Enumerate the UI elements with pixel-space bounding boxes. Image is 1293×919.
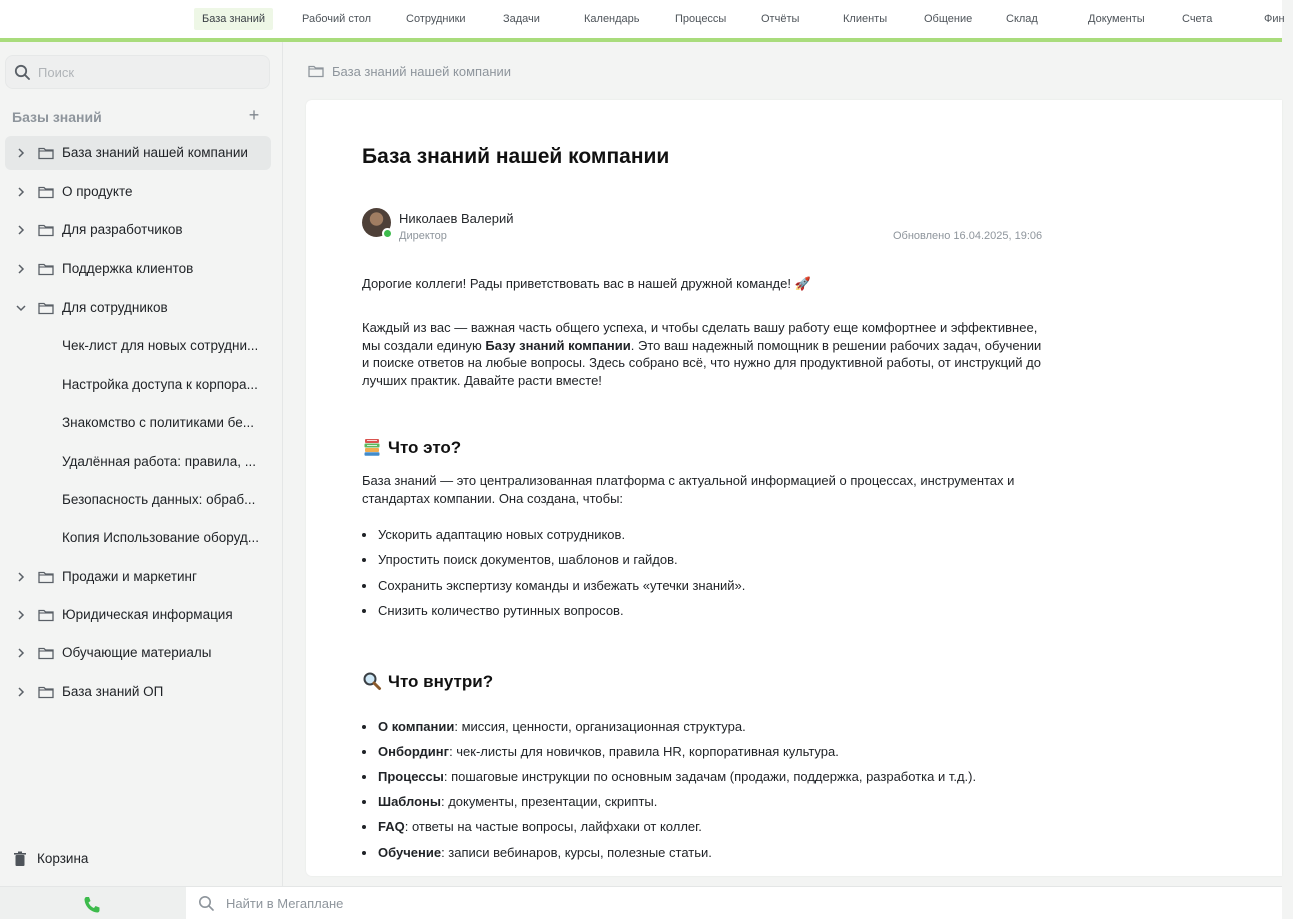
list-item-text: : чек-листы для новичков, правила HR, корпоративная культура. <box>449 744 839 759</box>
tree-item-label: Продажи и маркетинг <box>62 569 197 584</box>
avatar[interactable] <box>362 208 391 237</box>
breadcrumb-label: База знаний нашей компании <box>332 64 512 79</box>
list-item-text: : миссия, ценности, организационная структура. <box>454 719 746 734</box>
sidebar-search-input[interactable] <box>38 61 258 83</box>
list-item-bold: О компании <box>378 719 455 734</box>
folder-icon <box>38 646 54 660</box>
phone-button[interactable] <box>0 887 186 919</box>
list-item-text: Упростить поиск документов, шаблонов и гайдов. <box>378 552 678 567</box>
folder-icon <box>38 301 54 315</box>
tree-item-sales-marketing[interactable] <box>5 560 271 594</box>
list-item-bold: Обучение <box>378 845 442 860</box>
chevron-right-icon[interactable] <box>15 686 27 698</box>
section-heading-what-is <box>362 437 461 458</box>
tree-item-page[interactable] <box>5 445 271 479</box>
folder-icon <box>38 608 54 622</box>
bottom-bar <box>0 886 1282 918</box>
folder-icon <box>38 223 54 237</box>
tree-item-label: База знаний ОП <box>62 684 164 699</box>
author-name[interactable]: Николаев Валерий <box>399 211 514 226</box>
list-item-bold: Процессы <box>378 769 444 784</box>
global-search[interactable] <box>186 887 1282 919</box>
tree-item-page[interactable] <box>5 483 271 517</box>
search-icon <box>198 895 215 912</box>
online-status-dot <box>382 228 393 239</box>
tab-invoices[interactable]: Счета <box>1182 13 1213 25</box>
tree-item-label: Знакомство с политиками бе... <box>62 415 254 430</box>
tab-reports[interactable]: Отчёты <box>761 13 800 25</box>
folder-icon <box>38 146 54 160</box>
greeting-paragraph: Дорогие коллеги! Рады приветствовать вас в нашей дружной команде! 🚀 <box>362 276 811 291</box>
tree-item-label: Для разработчиков <box>62 222 183 237</box>
tree-item-label: Настройка доступа к корпора... <box>62 377 258 392</box>
tree-item-developers[interactable] <box>5 213 271 247</box>
tab-calendar[interactable]: Календарь <box>584 13 640 25</box>
tree-item-training[interactable] <box>5 636 271 670</box>
section-heading-inside <box>362 671 493 692</box>
tree-item-label: Безопасность данных: обраб... <box>62 492 256 507</box>
chevron-down-icon[interactable] <box>15 302 27 314</box>
top-navigation <box>0 0 1285 40</box>
trash-label: Корзина <box>37 851 89 866</box>
intro-text: Каждый из вас — важная часть общего успеха, и чтобы сделать вашу работу еще комфортнее и эффективнее, мы создали единую <box>362 320 1038 353</box>
list-item-text: : документы, презентации, скрипты. <box>440 794 658 809</box>
tree-item-legal[interactable] <box>5 598 271 632</box>
tree-item-label: База знаний нашей компании <box>62 145 248 160</box>
chevron-right-icon[interactable] <box>15 609 27 621</box>
list-item-text: : пошаговые инструкции по основным задачам (продажи, поддержка, разработка и т.д.). <box>443 769 977 784</box>
tab-desktop[interactable]: Рабочий стол <box>302 13 372 25</box>
tree-item-page[interactable] <box>5 521 271 555</box>
chevron-right-icon[interactable] <box>15 224 27 236</box>
tree-item-page[interactable] <box>5 406 271 440</box>
sidebar <box>0 42 283 886</box>
tree-item-label: Поддержка клиентов <box>62 261 194 276</box>
tree-item-kb-op[interactable] <box>5 675 271 709</box>
list-item-bold: Шаблоны <box>378 794 441 809</box>
updated-timestamp: Обновлено 16.04.2025, 19:06 <box>893 230 1043 242</box>
folder-icon <box>38 262 54 276</box>
tab-knowledge-base[interactable]: База знаний <box>194 8 273 30</box>
tree-item-company-kb[interactable] <box>5 136 271 170</box>
search-icon <box>14 64 31 81</box>
tree-item-employees[interactable] <box>5 291 271 325</box>
tab-finance[interactable]: Фин <box>1264 13 1285 25</box>
folder-icon <box>38 570 54 584</box>
folder-icon <box>38 185 54 199</box>
plus-icon[interactable]: + <box>248 105 260 125</box>
chevron-right-icon[interactable] <box>15 147 27 159</box>
intro-text: . Это ваш надежный помощник в решении рабочих задач, обучении и поиске ответов на любые вопросы. Здесь собрано всё, что нужно для продуктивной работы, от инструкций до лучших практик. Давайте расти вместе! <box>362 337 1042 388</box>
author-role: Директор <box>399 230 447 242</box>
tab-processes[interactable]: Процессы <box>675 13 727 25</box>
tab-tasks[interactable]: Задачи <box>503 13 540 25</box>
tree-item-label: Удалённая работа: правила, ... <box>62 454 256 469</box>
tree-item-page[interactable] <box>5 329 271 363</box>
tab-employees[interactable]: Сотрудники <box>406 13 466 25</box>
tab-warehouse[interactable]: Склад <box>1006 13 1038 25</box>
tree-item-label: Копия Использование оборуд... <box>62 530 260 545</box>
knowledge-bases-heading: Базы знаний <box>12 109 102 125</box>
tree-item-product[interactable] <box>5 175 271 209</box>
folder-icon <box>308 64 324 78</box>
tree-item-support[interactable] <box>5 252 271 286</box>
chevron-right-icon[interactable] <box>15 571 27 583</box>
intro-bold-text: Базу знаний компании <box>485 337 631 353</box>
chevron-right-icon[interactable] <box>15 186 27 198</box>
page-title: База знаний нашей компании <box>362 145 670 168</box>
sidebar-search[interactable] <box>5 55 270 89</box>
list-item-text: Ускорить адаптацию новых сотрудников. <box>378 527 626 542</box>
phone-icon <box>82 895 102 915</box>
global-search-input[interactable] <box>226 893 826 913</box>
tree-item-label: Обучающие материалы <box>62 645 212 660</box>
trash-icon <box>13 851 27 867</box>
document-card <box>306 100 1282 876</box>
list-item-text: : ответы на частые вопросы, лайфхаки от коллег. <box>404 819 702 834</box>
list-item-text: Сохранить экспертизу команды и избежать «утечки знаний». <box>378 578 746 593</box>
section1-paragraph: База знаний — это централизованная платформа с актуальной информацией о процессах, инструментах и стандартах компании. Она создана, чтобы: <box>362 473 1015 506</box>
books-icon <box>362 437 382 457</box>
tree-item-label: Для сотрудников <box>62 300 168 315</box>
tab-communication[interactable]: Общение <box>924 13 973 25</box>
tree-item-label: Юридическая информация <box>62 607 233 622</box>
chevron-right-icon[interactable] <box>15 263 27 275</box>
magnifier-icon <box>362 671 382 691</box>
list-item-text: : записи вебинаров, курсы, полезные статьи. <box>441 845 712 860</box>
list-item-bold: Онбординг <box>378 744 450 759</box>
section-heading-text: Что это? <box>388 438 462 457</box>
tree-item-label: О продукте <box>62 184 133 199</box>
tab-documents[interactable]: Документы <box>1088 13 1145 25</box>
tab-clients[interactable]: Клиенты <box>843 13 888 25</box>
list-item-text: Снизить количество рутинных вопросов. <box>378 603 624 618</box>
intro-paragraph <box>362 319 1052 389</box>
tree-item-label: Чек-лист для новых сотрудни... <box>62 338 259 353</box>
folder-icon <box>38 685 54 699</box>
tree-item-page[interactable] <box>5 368 271 402</box>
chevron-right-icon[interactable] <box>15 647 27 659</box>
section-heading-text: Что внутри? <box>388 672 494 691</box>
list-item-bold: FAQ <box>378 819 405 834</box>
